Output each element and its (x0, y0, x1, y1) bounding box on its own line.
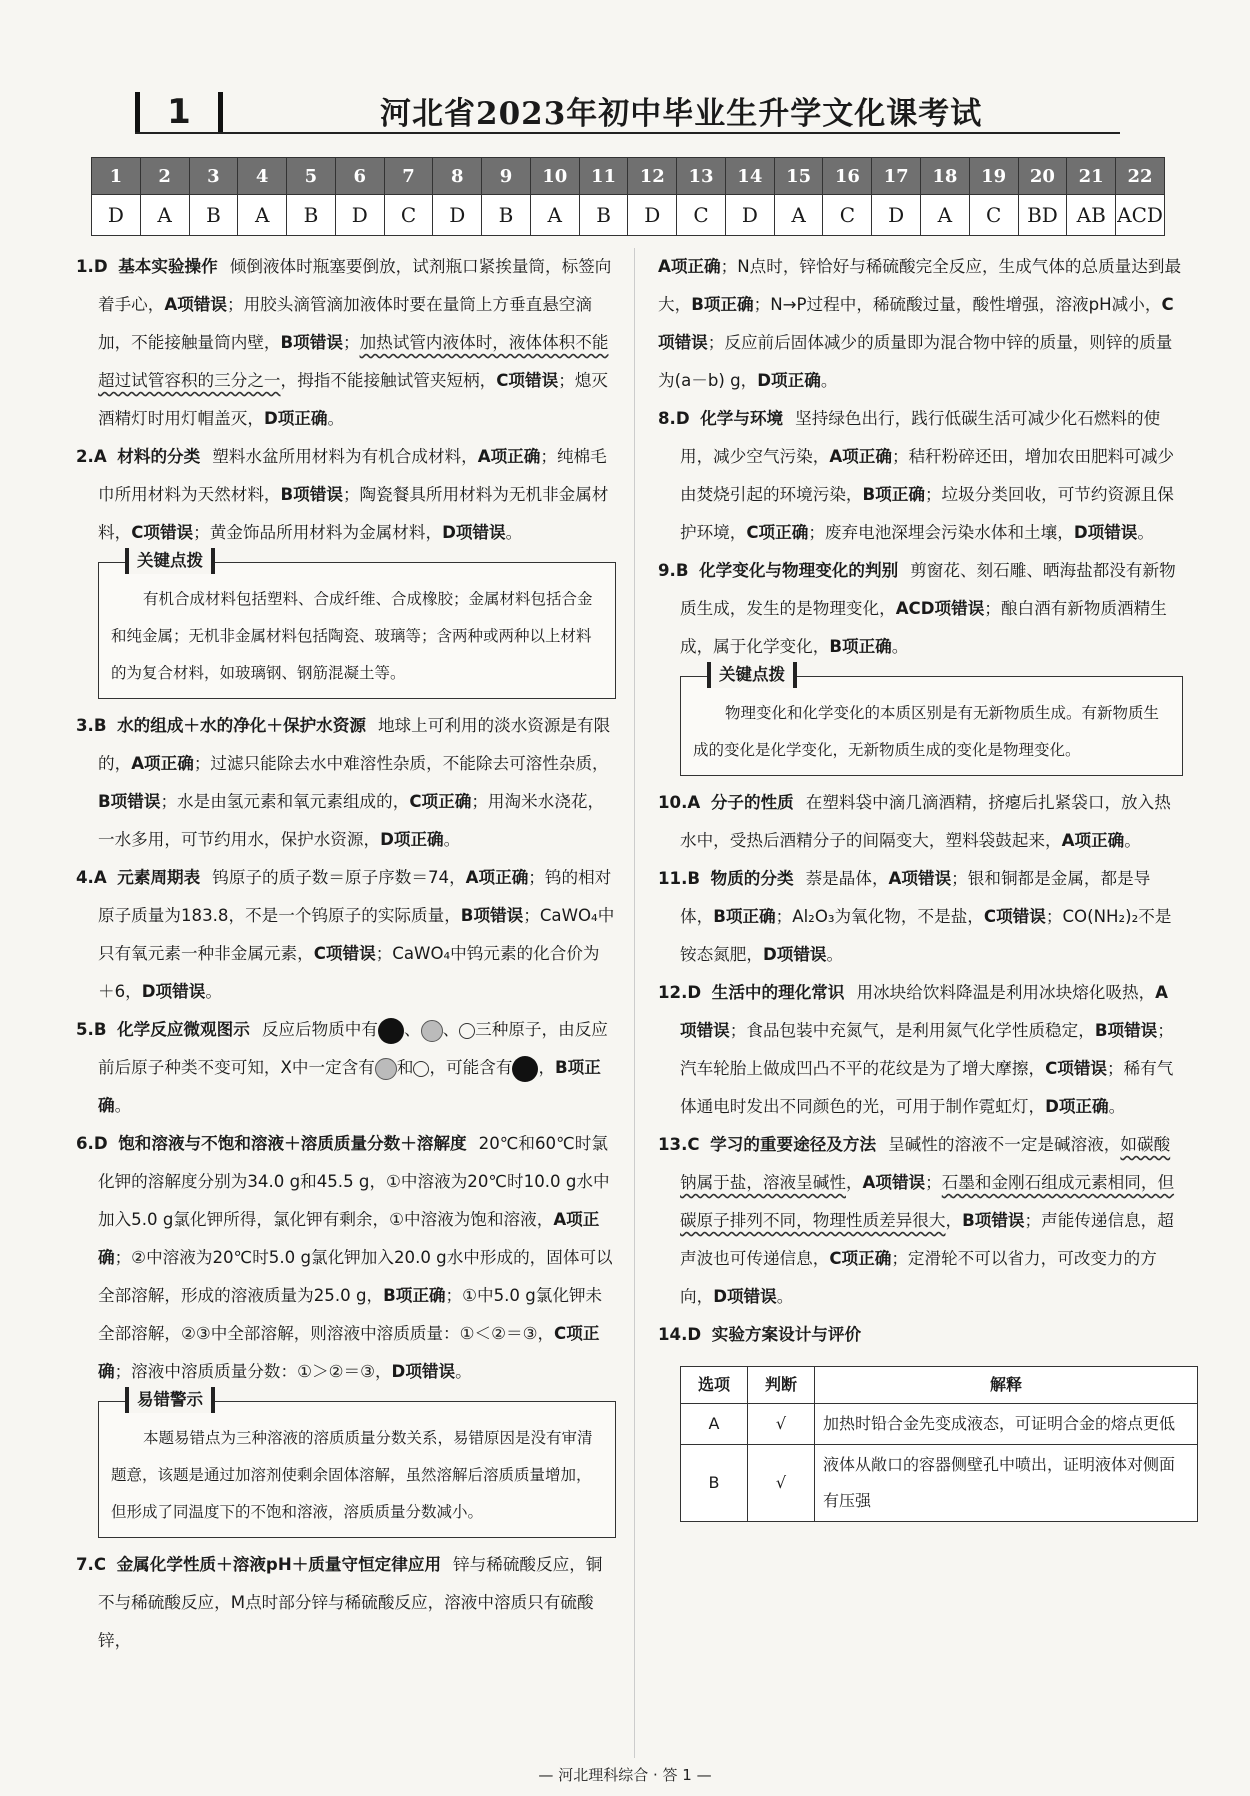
q7-verdict: B项正确 (691, 295, 754, 314)
q3-verdict: A项正确 (131, 754, 194, 773)
q5-text: ， (538, 1058, 556, 1077)
q4-verdict: C项错误 (313, 944, 376, 963)
q12-explanation (658, 974, 1183, 1126)
answer-value-cell: C (677, 195, 726, 236)
page-title: 河北省2023年初中毕业生升学文化课考试 (380, 96, 983, 132)
answer-number-cell: 6 (335, 158, 384, 195)
q2-verdict: D项错误 (442, 523, 506, 542)
q12-topic: 生活中的理化常识 (711, 983, 845, 1002)
q5-text: 。 (114, 1096, 132, 1115)
q1-explanation (76, 248, 616, 438)
q9-tip-box (680, 665, 1183, 776)
q14-reason: 液体从敞口的容器侧壁孔中喷出，证明液体对侧面有压强 (815, 1445, 1198, 1522)
q11-verdict: C项错误 (983, 907, 1046, 926)
answer-number-cell: 11 (579, 158, 628, 195)
q14-header-option: 选项 (681, 1367, 748, 1404)
q13-text: 。 (776, 1287, 794, 1306)
q13-emphasis: 石墨和金刚石组成元素相同，但碳原子排列不同，物理性质差异很大 (680, 1173, 1175, 1230)
q2-topic: 材料的分类 (117, 447, 201, 466)
q14-explanation (658, 1316, 1183, 1354)
q4-topic: 元素周期表 (117, 868, 201, 887)
answer-number-cell: 8 (433, 158, 482, 195)
q3-verdict: B项错误 (98, 792, 161, 811)
q2-text: ；陶瓷餐具所用材料为无机非金属材料， (98, 485, 609, 542)
q3-text: ；水是由氢元素和氧元素组成的， (160, 792, 410, 811)
q11-topic: 物质的分类 (710, 869, 794, 888)
q14-topic: 实验方案设计与评价 (711, 1325, 862, 1344)
answer-number-cell: 12 (628, 158, 677, 195)
q5-text: 反应后物质中有 (261, 1020, 378, 1039)
q1-text: ，拇指不能接触试管夹短柄， (280, 371, 497, 390)
q8-verdict: A项正确 (829, 447, 892, 466)
answer-value-cell: B (579, 195, 628, 236)
q5-text: 、 (442, 1020, 460, 1039)
answer-number-cell: 10 (530, 158, 579, 195)
answer-number-cell: 22 (1116, 158, 1165, 195)
column-divider (634, 248, 635, 1758)
answer-value-cell: A (921, 195, 970, 236)
q2-text: 塑料水盆所用材料为有机合成材料， (212, 447, 478, 466)
q4-text: 钨原子的质子数＝原子序数＝74， (212, 868, 466, 887)
q14-header-explanation: 解释 (815, 1367, 1198, 1404)
q9-verdict: ACD项错误 (895, 599, 985, 618)
q5-text: ，可能含有 (429, 1058, 513, 1077)
q11-text: ；CO(NH₂)₂不是铵态氮肥， (680, 907, 1172, 964)
q1-text: ；熄灭酒精灯时用灯帽盖灭， (98, 371, 608, 428)
table-row (681, 1404, 1198, 1445)
q7-text: 。 (820, 371, 838, 390)
q14-number: 14.D (658, 1325, 702, 1344)
q7-number: 7.C (76, 1555, 107, 1574)
title-rule (135, 132, 1120, 134)
q3-text: 地球上可利用的淡水资源是有限的， (98, 716, 611, 773)
q1-verdict: B项错误 (280, 333, 343, 352)
answer-number-cell: 16 (823, 158, 872, 195)
q8-verdict: C项正确 (746, 523, 809, 542)
q6-number: 6.D (76, 1134, 108, 1153)
answer-number-cell: 19 (969, 158, 1018, 195)
q1-verdict: D项正确 (263, 409, 328, 428)
q11-text: 。 (826, 945, 844, 964)
black-atom-icon (378, 1018, 404, 1044)
answer-number-cell: 9 (482, 158, 531, 195)
q14-header-judgment: 判断 (748, 1367, 815, 1404)
q7-text: ；N→P过程中，稀硫酸过量，酸性增强，溶液pH减小， (753, 295, 1162, 314)
q4-explanation (76, 859, 616, 1011)
q9-topic: 化学变化与物理变化的判别 (699, 561, 899, 580)
q1-text: ；用胶头滴管滴加液体时要在量筒上方垂直悬空滴加，不能接触量筒内壁， (98, 295, 593, 352)
black-atom-icon (512, 1056, 538, 1082)
q7-continued (658, 248, 1183, 400)
answer-value-cell: AB (1067, 195, 1116, 236)
q5-explanation (76, 1011, 616, 1125)
tip-box-title: 关键点拨 (125, 548, 215, 574)
q2-tip-box (98, 551, 616, 699)
q7-verdict: C项错误 (658, 295, 1174, 352)
q6-warning-box (98, 1390, 616, 1538)
q13-text: ；声能传递信息，超声波也可传递信息， (680, 1211, 1174, 1268)
q1-verdict: A项错误 (164, 295, 227, 314)
q13-verdict: C项正确 (829, 1249, 892, 1268)
q3-explanation (76, 707, 616, 859)
q3-text: ；过滤只能除去水中难溶性杂质，不能除去可溶性杂质， (193, 754, 609, 773)
answer-value-cell: BD (1018, 195, 1067, 236)
q11-verdict: D项错误 (762, 945, 827, 964)
answer-number-cell: 18 (921, 158, 970, 195)
q10-text: 。 (1124, 831, 1141, 850)
left-column (76, 248, 616, 1660)
q12-verdict: A项错误 (680, 983, 1169, 1040)
answer-value-cell: B (482, 195, 531, 236)
q13-text: ； (925, 1173, 942, 1192)
q14-reason: 加热时铅合金先变成液态，可证明合金的熔点更低 (815, 1404, 1198, 1445)
q10-number: 10.A (658, 793, 701, 812)
warning-box-title: 易错警示 (125, 1387, 215, 1413)
q6-text: 20℃和60℃时氯化钾的溶解度分别为34.0 g和45.5 g，①中溶液为20℃时10.0 g水中加入5.0 g氯化钾所得，氯化钾有剩余，①中溶液为饱和溶液， (98, 1134, 610, 1229)
q8-text: ；垃圾分类回收，可节约资源且保护环境， (680, 485, 1174, 542)
q8-topic: 化学与环境 (700, 409, 784, 428)
q7-text: 锌与稀硫酸反应，铜不与稀硫酸反应，M点时部分锌与稀硫酸反应，溶液中溶质只有硫酸锌， (98, 1555, 603, 1650)
q7-verdict: A项正确 (658, 257, 721, 276)
q4-text: ；CaWO₄中只有氧元素一种非金属元素， (98, 906, 615, 963)
q12-verdict: B项错误 (1094, 1021, 1158, 1040)
answer-number-cell: 14 (725, 158, 774, 195)
answer-value-cell: D (92, 195, 141, 236)
q7-verdict: D项正确 (757, 371, 821, 390)
q13-emphasis: 如碳酸钠属于盐，溶液呈碱性 (680, 1135, 1171, 1192)
q10-verdict: A项正确 (1061, 831, 1125, 850)
q7-text: ；N点时，锌恰好与稀硫酸完全反应，生成气体的总质量达到最大， (658, 257, 1182, 314)
q13-verdict: A项错误 (862, 1173, 926, 1192)
q6-text: 。 (455, 1362, 472, 1381)
q13-topic: 学习的重要途径及方法 (710, 1135, 877, 1154)
answer-value-cell: D (335, 195, 384, 236)
answer-value-cell: D (725, 195, 774, 236)
q8-explanation (658, 400, 1183, 552)
q8-text: 坚持绿色出行，践行低碳生活可减少化石燃料的使用，减少空气污染， (680, 409, 1161, 466)
q1-text: ； (342, 333, 360, 352)
answer-number-cell: 3 (189, 158, 238, 195)
gray-atom-icon (375, 1058, 397, 1080)
answer-value-cell: D (628, 195, 677, 236)
q12-verdict: D项正确 (1045, 1097, 1109, 1116)
q2-explanation (76, 438, 616, 552)
q14-option: A (681, 1404, 748, 1445)
q9-text: 剪窗花、刻石雕、晒海盐都没有新物质生成，发生的是物理变化， (680, 561, 1176, 618)
q11-explanation (658, 860, 1183, 974)
q2-verdict: B项错误 (280, 485, 343, 504)
q4-verdict: A项正确 (465, 868, 529, 887)
q14-judgment: √ (748, 1404, 815, 1445)
q1-topic: 基本实验操作 (118, 257, 218, 276)
q9-explanation (658, 552, 1183, 666)
q12-number: 12.D (658, 983, 702, 1002)
answer-value-cell: ACD (1116, 195, 1165, 236)
white-atom-icon (459, 1023, 475, 1039)
answer-value-cell: A (238, 195, 287, 236)
answer-key-table (91, 157, 1165, 236)
answer-number-cell: 20 (1018, 158, 1067, 195)
q12-text: 。 (1108, 1097, 1126, 1116)
q3-text: ；用淘米水浇花，一水多用，可节约用水，保护水资源， (98, 792, 605, 849)
tip-box-text: 物理变化和化学变化的本质区别是有无新物质生成。有新物质生成的变化是化学变化，无新物质生成的变化是物理变化。 (693, 704, 1160, 759)
answer-value-cell: B (189, 195, 238, 236)
page-footer: — 河北理科综合 · 答 1 — (538, 1766, 712, 1784)
q8-verdict: D项错误 (1073, 523, 1138, 542)
answer-number-cell: 5 (287, 158, 336, 195)
q8-text: ；秸秆粉碎还田，增加农田肥料可减少由焚烧引起的环境污染， (680, 447, 1175, 504)
q1-number: 1.D (76, 257, 108, 276)
answer-value-cell: B (287, 195, 336, 236)
q12-text: ；食品包装中充氮气，是利用氮气化学性质稳定， (729, 1021, 1095, 1040)
q9-number: 9.B (658, 561, 689, 580)
q2-number: 2.A (76, 447, 107, 466)
q13-number: 13.C (658, 1135, 700, 1154)
q13-text: ， (845, 1173, 863, 1192)
q6-verdict: D项错误 (391, 1362, 456, 1381)
q11-text: ；Al₂O₃为氧化物，不是盐， (775, 907, 984, 926)
q8-verdict: B项正确 (862, 485, 925, 504)
section-number: 1 (135, 92, 223, 132)
answer-number-cell: 1 (92, 158, 141, 195)
q6-verdict: A项正确 (98, 1210, 600, 1267)
q2-verdict: A项正确 (477, 447, 541, 466)
q5-text: 、 (403, 1020, 421, 1039)
q11-text: 萘是晶体， (805, 869, 889, 888)
q3-verdict: D项正确 (380, 830, 444, 849)
q10-topic: 分子的性质 (710, 793, 794, 812)
q13-text: ；定滑轮不可以省力，可改变力的方向， (680, 1249, 1157, 1306)
q4-text: ；钨的相对原子质量为183.8，不是一个钨原子的实际质量， (98, 868, 612, 925)
q2-text: ；黄金饰品所用材料为金属材料， (193, 523, 443, 542)
q9-text: 。 (891, 637, 909, 656)
answer-value-cell: A (774, 195, 823, 236)
warning-box-text: 本题易错点为三种溶液的溶质质量分数关系，易错原因是没有审清题意，该题是通过加溶剂使剩余固体溶解，虽然溶解后溶质质量增加，但形成了同温度下的不饱和溶液，溶质质量分数减小。 (111, 1429, 593, 1521)
answer-number-cell: 2 (140, 158, 189, 195)
q6-explanation (76, 1125, 616, 1391)
q11-text: ；银和铜都是金属，都是导体， (680, 869, 1151, 926)
answer-number-cell: 4 (238, 158, 287, 195)
q5-verdict: B项正确 (98, 1058, 601, 1115)
q6-text: ；②中溶液为20℃时5.0 g氯化钾加入20.0 g水中形成的，固体可以全部溶解，形成的溶液质量为25.0 g， (98, 1248, 613, 1305)
q3-topic: 水的组成＋水的净化＋保护水资源 (117, 716, 366, 735)
q2-text: 。 (505, 523, 523, 542)
answer-number-cell: 13 (677, 158, 726, 195)
tip-box-title: 关键点拨 (707, 662, 797, 688)
q1-verdict: C项错误 (496, 371, 559, 390)
answer-value-cell: D (433, 195, 482, 236)
q11-verdict: B项正确 (713, 907, 776, 926)
q6-text: ；溶液中溶质质量分数：①＞②＝③， (114, 1362, 392, 1381)
q7-text: ；反应前后固体减少的质量即为混合物中锌的质量，则锌的质量为(a－b) g， (658, 333, 1173, 390)
answer-number-cell: 15 (774, 158, 823, 195)
q8-number: 8.D (658, 409, 690, 428)
q4-verdict: D项错误 (141, 982, 206, 1001)
q6-verdict: C项正确 (98, 1324, 600, 1381)
q6-topic: 饱和溶液与不饱和溶液＋溶质质量分数＋溶解度 (118, 1134, 467, 1153)
answer-number-cell: 7 (384, 158, 433, 195)
q9-verdict: B项正确 (829, 637, 892, 656)
q11-number: 11.B (658, 869, 701, 888)
answer-number-cell: 21 (1067, 158, 1116, 195)
q12-text: ；汽车轮胎上做成凹凸不平的花纹是为了增大摩擦， (680, 1021, 1174, 1078)
q3-number: 3.B (76, 716, 107, 735)
q5-text: 和 (396, 1058, 414, 1077)
q13-verdict: D项错误 (713, 1287, 777, 1306)
q14-evaluation-table (680, 1366, 1198, 1522)
table-row (681, 1445, 1198, 1522)
q4-text: ；CaWO₄中钨元素的化合价为＋6， (98, 944, 600, 1001)
q12-text: 用冰块给饮料降温是利用冰块熔化吸热， (856, 983, 1156, 1002)
q6-text: ；①中5.0 g氯化钾未全部溶解，②③中全部溶解，则溶液中溶质质量：①＜②＝③， (98, 1286, 603, 1343)
tip-box-text: 有机合成材料包括塑料、合成纤维、合成橡胶；金属材料包括合金和纯金属；无机非金属材料包括陶瓷、玻璃等；含两种或两种以上材料的为复合材料，如玻璃钢、钢筋混凝土等。 (111, 590, 593, 682)
q2-verdict: C项错误 (131, 523, 194, 542)
answer-value-cell: D (872, 195, 921, 236)
answer-value-cell: A (140, 195, 189, 236)
q14-option: B (681, 1445, 748, 1522)
q4-number: 4.A (76, 868, 107, 887)
answer-value-cell: C (969, 195, 1018, 236)
q12-text: ；稀有气体通电时发出不同颜色的光，可用于制作霓虹灯， (680, 1059, 1174, 1116)
right-column (658, 248, 1183, 1522)
q1-emphasis: 加热试管内液体时，液体体积不能超过试管容积的三分之一 (98, 333, 609, 390)
answer-number-cell: 17 (872, 158, 921, 195)
q12-verdict: C项错误 (1045, 1059, 1108, 1078)
q13-explanation (658, 1126, 1183, 1316)
q14-judgment: √ (748, 1445, 815, 1522)
q1-text: 。 (327, 409, 345, 428)
q3-verdict: C项正确 (409, 792, 472, 811)
gray-atom-icon (421, 1020, 443, 1042)
q5-topic: 化学反应微观图示 (117, 1020, 250, 1039)
q13-verdict: B项错误 (962, 1211, 1025, 1230)
q1-text: 倾倒液体时瓶塞要倒放，试剂瓶口紧挨量筒，标签向着手心， (98, 257, 612, 314)
q8-text: 。 (1137, 523, 1154, 542)
q7-explanation (76, 1546, 616, 1660)
q10-text: 在塑料袋中滴几滴酒精，挤瘪后扎紧袋口，放入热水中，受热后酒精分子的间隔变大，塑料袋鼓起来， (680, 793, 1171, 850)
q8-text: ；废弃电池深埋会污染水体和土壤， (808, 523, 1074, 542)
answer-value-cell: C (823, 195, 872, 236)
q5-text: 三种原子，由反应前后原子种类不变可知，X中一定含有 (98, 1020, 608, 1077)
q11-verdict: A项错误 (888, 869, 952, 888)
q6-verdict: B项正确 (383, 1286, 446, 1305)
white-atom-icon (413, 1061, 429, 1077)
q4-verdict: B项错误 (460, 906, 524, 925)
q3-text: 。 (443, 830, 461, 849)
q4-text: 。 (205, 982, 222, 1001)
q7-topic: 金属化学性质＋溶液pH＋质量守恒定律应用 (116, 1555, 442, 1574)
q5-number: 5.B (76, 1020, 107, 1039)
answer-value-cell: C (384, 195, 433, 236)
q13-text: ， (945, 1211, 963, 1230)
q9-text: ；酿白酒有新物质酒精生成，属于化学变化， (680, 599, 1167, 656)
q2-text: ；纯棉毛巾所用材料为天然材料， (98, 447, 607, 504)
answer-value-cell: A (530, 195, 579, 236)
q13-text: 呈碱性的溶液不一定是碱溶液， (888, 1135, 1121, 1154)
q10-explanation (658, 784, 1183, 860)
